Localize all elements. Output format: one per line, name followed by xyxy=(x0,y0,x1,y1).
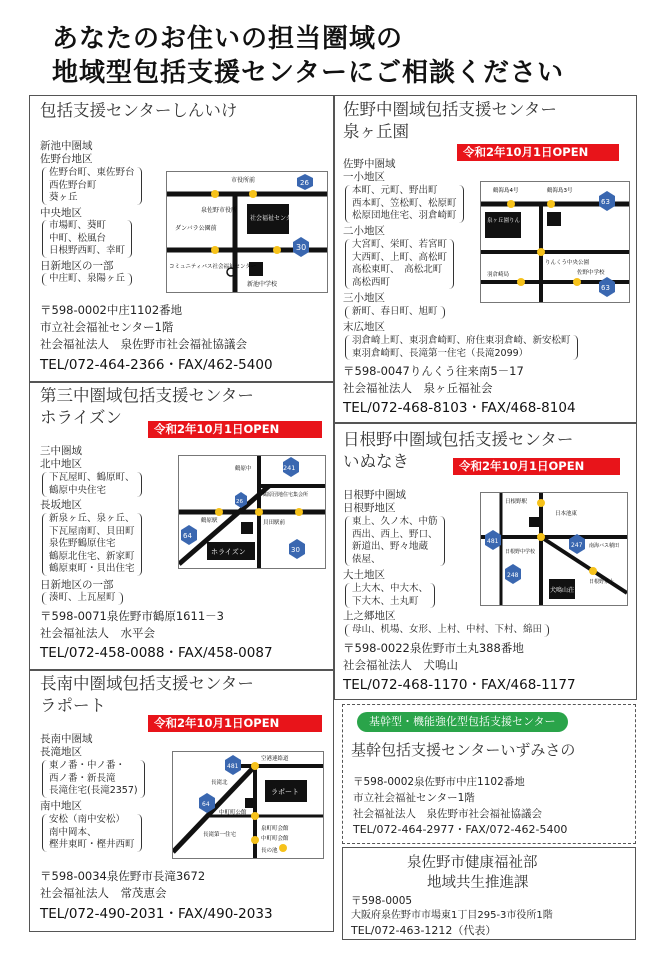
district-towns: 新町、春日町、旭町 xyxy=(345,306,445,319)
map-label: 長の池 xyxy=(261,848,278,854)
district-name: 上之郷地区 xyxy=(343,610,396,622)
city-office xyxy=(342,847,636,940)
map-label: 泉町町会館 xyxy=(261,826,289,832)
district-towns: 東ノ番・中ノ番・ 西ノ番・新長滝 長滝住宅(長滝2357) xyxy=(42,760,145,798)
tel-fax: TEL/072-458-0088・FAX/458-0087 xyxy=(40,645,273,661)
center-name-2: 泉ヶ丘園 xyxy=(343,122,409,141)
open-badge: 令和2年10月1日OPEN xyxy=(148,715,322,732)
district-towns: 安松（南中安松） 南中岡本、 樫井東町・樫井西町 xyxy=(42,814,142,852)
building: 市立社会福祉センター1階 xyxy=(40,320,174,334)
center-name-1: 佐野中圏域包括支援センター xyxy=(343,100,557,119)
center-name-1: 長南中圏域包括支援センター xyxy=(40,674,254,693)
district-name: 日新地区の一部 xyxy=(40,579,114,591)
map-label: 市役所前 xyxy=(231,177,256,184)
map-label: 中町町会館 xyxy=(261,836,289,842)
district-towns: 湊町、上瓦屋町 xyxy=(42,592,123,605)
office-name-1: 泉佐野市健康福祉部 xyxy=(407,855,538,871)
map-label: 鶴海島4号 xyxy=(493,188,519,194)
center-inunaki xyxy=(334,423,637,700)
map-label: 中町町公館 xyxy=(219,810,247,816)
tel-fax: TEL/072-468-8103・FAX/468-8104 xyxy=(343,400,576,416)
corporation: 社会福祉法人 犬鳴山 xyxy=(343,658,458,672)
center-rapport xyxy=(29,670,334,932)
postal-address: 〒598-0047りんくう往来南5－17 xyxy=(343,364,524,378)
postal-address: 〒598-0002泉佐野市中庄1102番地 xyxy=(353,776,525,788)
building: 市立社会福祉センター1階 xyxy=(353,792,475,804)
district-name: 中央地区 xyxy=(40,207,82,219)
area-name: 長南中圏域 xyxy=(40,733,93,745)
district-towns: 大宮町、栄町、若宮町 大西町、上町、高松町 高松東町、 高松北町 高松西町 xyxy=(345,239,454,289)
map-label: 佐野中学校 xyxy=(577,270,605,276)
map-label: 日本池東 xyxy=(555,511,578,517)
area-name: 三中圏域 xyxy=(40,445,82,457)
map-inunaki xyxy=(480,492,628,606)
title-line-2: 地域型包括支援センターにご相談ください xyxy=(52,58,564,88)
district-name: 二小地区 xyxy=(343,225,385,237)
district-name: 佐野台地区 xyxy=(40,153,93,165)
route-number: 64 xyxy=(202,801,210,808)
map-label: ホライズン xyxy=(211,548,246,556)
center-name-2: ホライズン xyxy=(40,408,122,427)
corporation: 社会福祉法人 泉ヶ丘福祉会 xyxy=(343,381,493,395)
map-label: 新池中学校 xyxy=(247,281,278,288)
open-badge: 令和2年10月1日OPEN xyxy=(148,421,322,438)
district-name: 末広地区 xyxy=(343,321,385,333)
corporation: 社会福祉法人 泉佐野市社会福祉協議会 xyxy=(353,808,542,820)
map-label: りんくう中央公園 xyxy=(545,260,590,266)
map-label: 長滝第一住宅 xyxy=(203,832,237,838)
route-number: 248 xyxy=(507,572,519,579)
office-address: 大阪府泉佐野市市場東1丁目295-3市役所1階 xyxy=(351,910,553,921)
map-label: 日根野中学校 xyxy=(505,549,536,555)
map-label: 鶴原団地住宅集会所 xyxy=(263,492,309,498)
center-kikan xyxy=(342,704,636,844)
district-name: 北中地区 xyxy=(40,458,82,470)
center-name: 基幹包括支援センターいずみさの xyxy=(351,741,576,759)
route-number: 26 xyxy=(236,499,243,505)
tel-fax: TEL/072-464-2366・FAX/462-5400 xyxy=(40,357,273,373)
route-number: 481 xyxy=(227,763,239,770)
route-number: 481 xyxy=(487,538,499,545)
postal-address: 〒598-0071泉佐野市鶴原1611－3 xyxy=(40,609,224,623)
district-name: 三小地区 xyxy=(343,292,385,304)
postal-address: 〒598-0034泉佐野市長滝3672 xyxy=(40,869,206,883)
map-shinike xyxy=(166,171,328,293)
corporation: 社会福祉法人 泉佐野市社会福祉協議会 xyxy=(40,337,247,351)
district-name: 南中地区 xyxy=(40,800,82,812)
map-label: 鶴海島3号 xyxy=(547,188,573,194)
map-label: 泉ヶ丘園りんくう xyxy=(487,218,532,224)
route-number: 30 xyxy=(291,546,300,554)
area-name: 佐野中圏域 xyxy=(343,158,396,170)
map-label: ラポート xyxy=(271,788,299,796)
center-horizon xyxy=(29,382,334,670)
district-name: 一小地区 xyxy=(343,171,385,183)
center-name-1: 第三中圏域包括支援センター xyxy=(40,386,254,405)
map-label: ダンバラ公園前 xyxy=(175,225,217,232)
map-label: 社会福祉センター xyxy=(250,215,298,222)
map-horizon xyxy=(178,455,326,569)
open-badge: 令和2年10月1日OPEN xyxy=(453,458,620,475)
route-number: 63 xyxy=(601,198,610,206)
corporation: 社会福祉法人 水平会 xyxy=(40,626,155,640)
district-towns: 中庄町、泉陽ヶ丘 xyxy=(42,273,132,286)
district-name: 大土地区 xyxy=(343,569,385,581)
district-name: 日根野地区 xyxy=(343,502,396,514)
map-label: 鶴原中 xyxy=(235,466,252,472)
kikan-badge: 基幹型・機能強化型包括支援センター xyxy=(357,712,568,732)
map-label: 貝田駅前 xyxy=(263,520,286,526)
district-towns: 母山、机場、女形、上村、中村、下村、綿田 xyxy=(345,624,549,637)
district-towns: 上大木、中大木、 下大木、土丸町 xyxy=(345,583,435,608)
district-name: 長坂地区 xyxy=(40,499,82,511)
map-label: コミュニティバス社会福祉センター xyxy=(169,264,257,270)
postal-address: 〒598-0002中庄1102番地 xyxy=(40,303,183,317)
center-shinike xyxy=(29,95,334,382)
district-towns: 市場町、葵町 中町、松風台 日根野西町、幸町 xyxy=(42,220,132,258)
map-label: 長滝北 xyxy=(211,780,228,786)
tel: TEL/072-463-1212（代表） xyxy=(351,924,497,937)
title-line-1: あなたのお住いの担当圏域の xyxy=(52,24,404,54)
postal-address: 〒598-0022泉佐野市土丸388番地 xyxy=(343,641,524,655)
office-name-2: 地域共生推進課 xyxy=(427,875,529,891)
map-label: 犬鳴山荘 xyxy=(550,587,575,594)
route-number: 247 xyxy=(571,542,583,549)
map-rapport xyxy=(172,751,324,859)
district-towns: 佐野台町、東佐野台 西佐野台町 葵ヶ丘 xyxy=(42,167,142,205)
map-label: 羽倉崎局 xyxy=(487,272,510,278)
route-number: 63 xyxy=(601,284,610,292)
route-number: 30 xyxy=(296,243,307,252)
route-number: 64 xyxy=(183,532,192,540)
map-label: 南海バス積田 xyxy=(589,543,620,549)
district-towns: 新泉ヶ丘、泉ヶ丘、 下瓦屋南町、貝田町 泉佐野鶴原住宅 鶴原北住宅、新家町 鶴原東町・貝出住宅 xyxy=(42,513,142,576)
map-label: 空港連絡道 xyxy=(261,756,289,762)
center-name-1: 日根野中圏域包括支援センター xyxy=(343,430,574,449)
center-izumigaoka xyxy=(334,95,637,423)
district-name: 長滝地区 xyxy=(40,746,82,758)
tel-fax: TEL/072-468-1170・FAX/468-1177 xyxy=(343,677,576,693)
center-name: 包括支援センターしんいけ xyxy=(40,101,238,120)
center-name-2: ラポート xyxy=(40,696,106,715)
district-towns: 下瓦屋町、鶴原町、 鶴原中央住宅 xyxy=(42,472,142,497)
area-name: 新池中圏域 xyxy=(40,140,93,152)
tel-fax: TEL/072-490-2031・FAX/490-2033 xyxy=(40,906,273,922)
district-towns: 羽倉崎上町、東羽倉崎町、府住東羽倉崎、新安松町 東羽倉崎町、長滝第一住宅（長滝2099） xyxy=(345,335,578,360)
corporation: 社会福祉法人 常茂恵会 xyxy=(40,886,167,900)
postal-code: 〒598-0005 xyxy=(351,895,413,907)
map-label: 日根野駅 xyxy=(505,499,528,505)
map-label: 日根野泉上 xyxy=(589,579,615,585)
map-izumigaoka xyxy=(480,181,630,303)
route-number: 241 xyxy=(283,464,296,472)
district-name: 日新地区の一部 xyxy=(40,260,114,272)
route-number: 26 xyxy=(300,179,309,187)
district-towns: 東上、久ノ木、中筋 西出、西上、野口、 新道出、野々地蔵 俵屋、 xyxy=(345,516,445,566)
map-label: 泉佐野市役所 xyxy=(201,207,238,214)
tel-fax: TEL/072-464-2977・FAX/072-462-5400 xyxy=(353,823,568,836)
center-name-2: いぬなき xyxy=(343,452,409,471)
district-towns: 本町、元町、野出町 西本町、笠松町、松原町 松原団地住宅、羽倉崎町 xyxy=(345,185,464,223)
area-name: 日根野中圏域 xyxy=(343,489,406,501)
open-badge: 令和2年10月1日OPEN xyxy=(457,144,619,161)
map-label: 鶴原駅 xyxy=(201,518,218,524)
